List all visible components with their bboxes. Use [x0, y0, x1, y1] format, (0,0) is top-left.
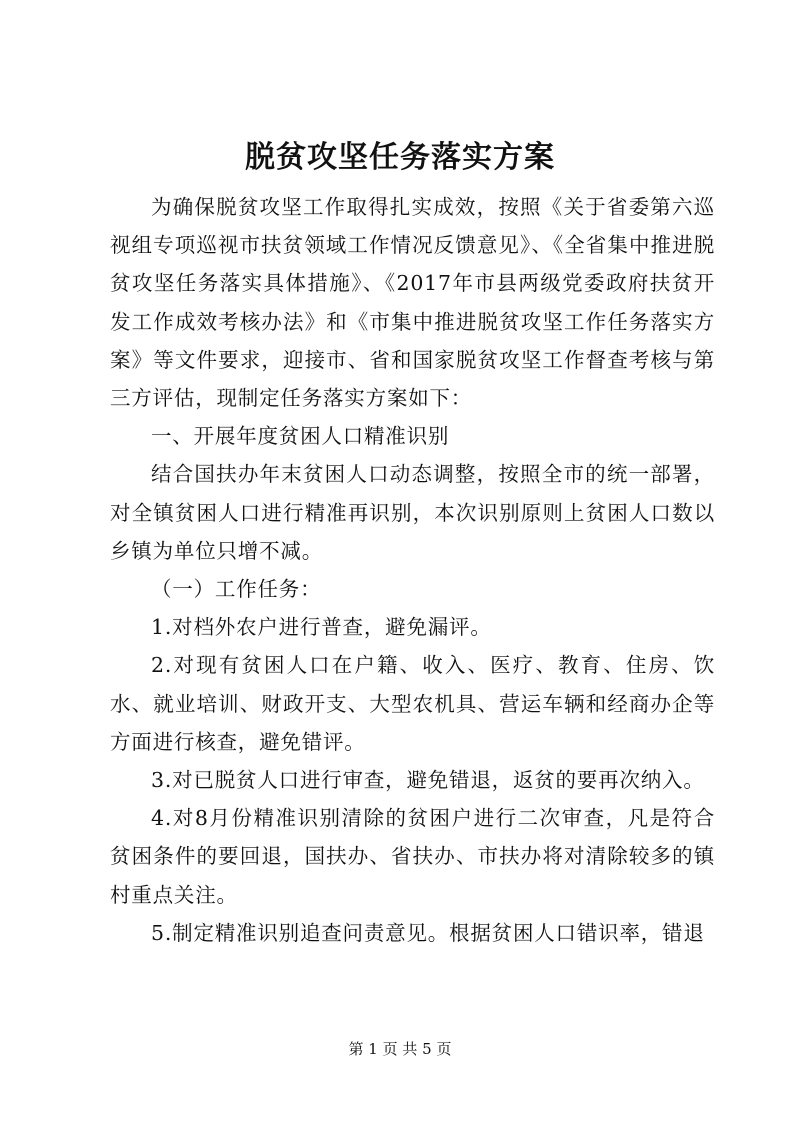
paragraph: 4.对8月份精准识别清除的贫困户进行二次审查，凡是符合贫困条件的要回退，国扶办、省扶办、市扶办将对清除较多的镇村重点关注。 [110, 806, 715, 907]
document-body [110, 188, 715, 952]
paragraph: 5.制定精准识别追查问责意见。根据贫困人口错识率，错退 [151, 920, 705, 945]
paragraph: （一）工作任务： [151, 577, 322, 602]
page-number-footer: 第 1 页 共 5 页 [348, 1040, 452, 1058]
paragraph: 结合国扶办年末贫困人口动态调整，按照全市的统一部署，对全镇贫困人口进行精准再识别，本次识别原则上贫困人口数以乡镇为单位只增不减。 [110, 462, 715, 563]
paragraph: 2.对现有贫困人口在户籍、收入、医疗、教育、住房、饮水、就业培训、财政开支、大型农机具、营运车辆和经商办企等方面进行核查，避免错评。 [110, 653, 715, 754]
paragraph: 3.对已脱贫人口进行审查，避免错退，返贫的要再次纳入。 [151, 768, 705, 793]
paragraph: 1.对档外农户进行普查，避免漏评。 [151, 615, 492, 640]
paragraph: 一、开展年度贫困人口精准识别 [151, 424, 450, 449]
document-title: 脱贫攻坚任务落实方案 [245, 140, 555, 175]
paragraph: 为确保脱贫攻坚工作取得扎实成效，按照《关于省委第六巡视组专项巡视市扶贫领域工作情况反馈意见》、《全省集中推进脱贫攻坚任务落实具体措施》、《2017年市县两级党委政府扶贫开发工作成效考核办法》和《市集中推进脱贫攻坚工作任务落实方案》等文件要求，迎接市、省和国家脱贫攻坚工作督查考核与第三方评估，现制定任务落实方案如下： [110, 195, 715, 411]
